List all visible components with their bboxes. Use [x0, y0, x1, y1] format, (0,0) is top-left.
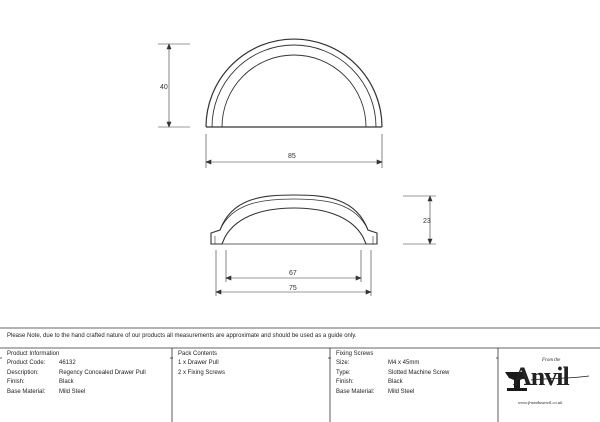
- front-inner-arc: [222, 55, 366, 127]
- screw-type-value: Slotted Machine Screw: [388, 369, 450, 376]
- fixing-screws-row: [331, 378, 496, 388]
- finish-value: Black: [59, 379, 74, 385]
- pack-item-drawer-pull: 1 x Drawer Pull: [178, 360, 219, 366]
- fixing-screws-row: [331, 388, 496, 398]
- product-code-value: 46132: [59, 360, 76, 366]
- dim-label-85: 85: [288, 153, 296, 160]
- pack-contents-heading: Pack Contents: [173, 349, 328, 359]
- pack-item-fixing-screws: 2 x Fixing Screws: [178, 369, 226, 376]
- pack-contents-row: [173, 369, 328, 379]
- dim-label-23: 23: [423, 218, 431, 225]
- front-view: [206, 39, 382, 127]
- fixing-screws-heading: Fixing Screws: [331, 349, 496, 359]
- screw-type-label: Type:: [336, 369, 351, 376]
- description-value: Regency Concealed Drawer Pull: [59, 369, 146, 376]
- logo-url-text: www.fromtheanvil.co.uk: [518, 400, 563, 405]
- product-info-row: [2, 359, 170, 369]
- front-outer-arc: [206, 39, 382, 127]
- finish-label: Finish:: [7, 379, 25, 385]
- dim-label-40: 40: [160, 84, 168, 91]
- logo-from-the-text: From the: [542, 358, 561, 363]
- base-material-value: Mild Steel: [59, 388, 86, 395]
- fixing-screws-row: [331, 359, 496, 369]
- side-profile-outline: [211, 195, 377, 244]
- fixing-screws-block: [331, 349, 496, 409]
- product-info-row: [2, 378, 170, 388]
- product-info-row: [2, 369, 170, 379]
- screw-finish-label: Finish:: [336, 379, 354, 385]
- fixing-screws-row: [331, 369, 496, 379]
- dimension-23: [403, 196, 436, 244]
- product-code-label: Product Code:: [7, 360, 46, 366]
- screw-size-label: Size:: [336, 360, 350, 366]
- screw-size-value: M4 x 45mm: [388, 360, 420, 366]
- description-label: Description:: [7, 369, 39, 376]
- product-information-block: [2, 349, 170, 409]
- product-info-row: [2, 388, 170, 398]
- pack-contents-block: [173, 349, 328, 409]
- front-middle-arc: [212, 45, 376, 127]
- dimension-85: [206, 134, 382, 168]
- dimension-67: [226, 250, 361, 282]
- dim-label-67: 67: [289, 270, 297, 277]
- screw-finish-value: Black: [388, 379, 403, 385]
- logo-anvil-text: Anvil: [513, 362, 569, 391]
- side-view: [211, 195, 377, 244]
- screw-base-material-value: Mild Steel: [388, 388, 415, 395]
- base-material-label: Base Material:: [7, 388, 46, 395]
- product-information-heading: Product Information: [2, 349, 170, 359]
- disclaimer-note: Please Note, due to the hand crafted nature of our products all measurements are approximate and should be used as a guide only.: [7, 333, 357, 339]
- pack-contents-row: [173, 359, 328, 369]
- screw-base-material-label: Base Material:: [336, 388, 375, 395]
- dim-label-75: 75: [289, 285, 297, 292]
